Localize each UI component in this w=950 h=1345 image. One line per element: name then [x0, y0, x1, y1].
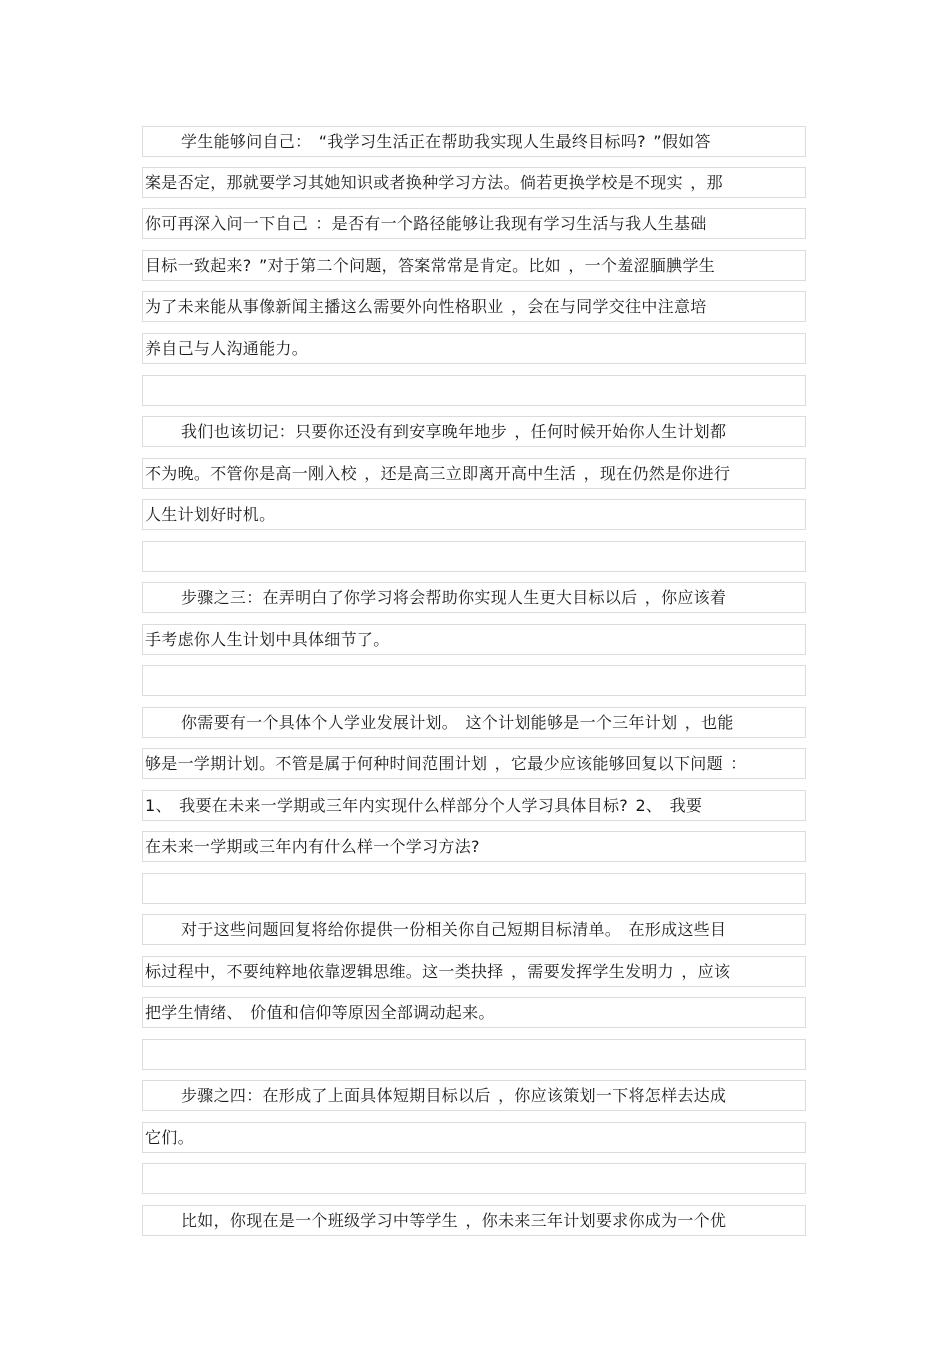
- text-line: [142, 1205, 806, 1236]
- blank-line: [142, 375, 806, 406]
- text-line: [142, 167, 806, 198]
- line-text: 够是一学期计划。不管是属于何种时间范围计划 ，它最少应该能够回复以下问题 ：: [145, 753, 747, 773]
- text-line: [142, 458, 806, 489]
- line-text: 它们。: [145, 1127, 194, 1147]
- text-line: [142, 291, 806, 322]
- text-line: [142, 1122, 806, 1153]
- line-text: 标过程中，不要纯粹地依靠逻辑思维。这一类抉择 ，需要发挥学生发明力 ，应该: [145, 961, 731, 981]
- text-line: [142, 1080, 806, 1111]
- line-text: 1、 我要在未来一学期或三年内实现什么样部分个人学习具体目标? 2、 我要: [145, 795, 703, 815]
- line-text: 人生计划好时机。: [145, 504, 276, 524]
- blank-line: [142, 541, 806, 572]
- text-line: [142, 126, 806, 157]
- text-line: [142, 707, 806, 738]
- text-line: [142, 624, 806, 655]
- text-line: [142, 250, 806, 281]
- line-text: 目标一致起来? ”对于第二个问题，答案常常是肯定。比如 ，一个羞涩腼腆学生: [145, 255, 716, 275]
- line-text: 案是否定，那就要学习其她知识或者换种学习方法。倘若更换学校是不现实 ，那: [145, 172, 723, 192]
- blank-line: [142, 665, 806, 696]
- text-line: [142, 582, 806, 613]
- line-text: 学生能够问自己： “我学习生活正在帮助我实现人生最终目标吗? ”假如答: [181, 131, 711, 151]
- text-line: [142, 416, 806, 447]
- line-text: 在未来一学期或三年内有什么样一个学习方法?: [145, 836, 480, 856]
- text-line: [142, 956, 806, 987]
- line-text: 养自己与人沟通能力。: [145, 338, 309, 358]
- line-text: 手考虑你人生计划中具体细节了。: [145, 629, 390, 649]
- blank-line: [142, 873, 806, 904]
- line-text: 把学生情绪、 价值和信仰等原因全部调动起来。: [145, 1002, 495, 1022]
- text-line: [142, 997, 806, 1028]
- blank-line: [142, 1163, 806, 1194]
- line-text: 不为晚。不管你是高一刚入校 ，还是高三立即离开高中生活 ，现在仍然是你进行: [145, 463, 731, 483]
- text-line: [142, 790, 806, 821]
- line-text: 你需要有一个具体个人学业发展计划。 这个计划能够是一个三年计划 ，也能: [181, 712, 734, 732]
- line-text: 步骤之四：在形成了上面具体短期目标以后 ，你应该策划一下将怎样去达成: [181, 1085, 727, 1105]
- line-text: 比如，你现在是一个班级学习中等学生 ，你未来三年计划要求你成为一个优: [181, 1210, 727, 1230]
- line-text: 我们也该切记：只要你还没有到安享晚年地步 ，任何时候开始你人生计划都: [181, 421, 727, 441]
- text-line: [142, 748, 806, 779]
- line-text: 你可再深入问一下自己 ：是否有一个路径能够让我现有学习生活与我人生基础: [145, 213, 707, 233]
- text-line: [142, 208, 806, 239]
- line-text: 对于这些问题回复将给你提供一份相关你自己短期目标清单。 在形成这些目: [181, 919, 727, 939]
- line-text: 为了未来能从事像新闻主播这么需要外向性格职业 ，会在与同学交往中注意培: [145, 296, 707, 316]
- text-line: [142, 831, 806, 862]
- text-line: [142, 914, 806, 945]
- line-text: 步骤之三：在弄明白了你学习将会帮助你实现人生更大目标以后 ，你应该着: [181, 587, 727, 607]
- blank-line: [142, 1039, 806, 1070]
- text-line: [142, 333, 806, 364]
- text-line: [142, 499, 806, 530]
